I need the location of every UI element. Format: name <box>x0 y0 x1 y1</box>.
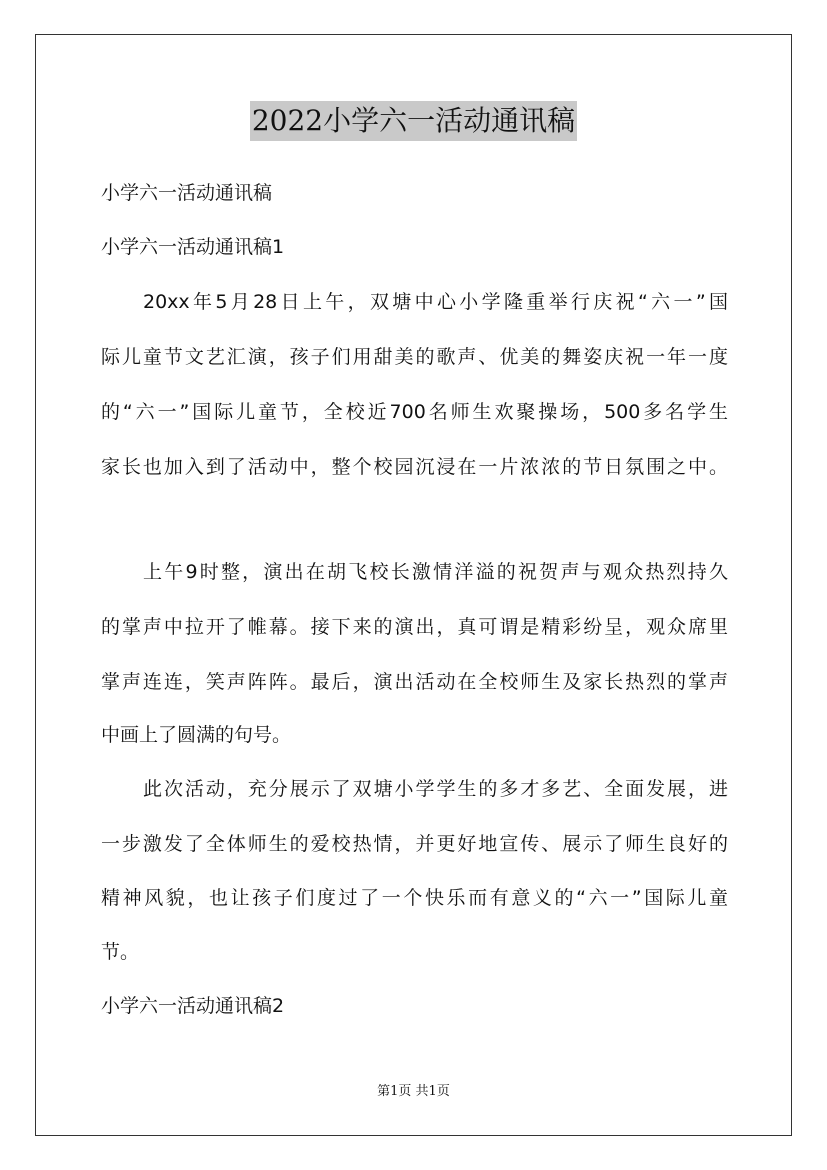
paragraph-3-line-2: 一步激发了全体师生的爱校热情，并更好地宣传、展示了师生良好的 <box>101 833 728 855</box>
section-heading-1: 小学六一活动通讯稿1 <box>101 236 285 258</box>
paragraph-3-line-1: 此次活动，充分展示了双塘小学学生的多才多艺、全面发展，进 <box>143 778 728 800</box>
paragraph-3-line-3: 精神风貌，也让孩子们度过了一个快乐而有意义的“六一”国际儿童 <box>101 887 728 909</box>
paragraph-2-line-3: 掌声连连，笑声阵阵。最后，演出活动在全校师生及家长热烈的掌声 <box>101 671 728 693</box>
document-title <box>0 100 827 141</box>
paragraph-2-line-2: 的掌声中拉开了帷幕。接下来的演出，真可谓是精彩纷呈，观众席里 <box>101 616 728 638</box>
paragraph-2-line-4: 中画上了圆满的句号。 <box>101 724 292 746</box>
document-title-text: 2022小学六一活动通讯稿 <box>250 101 577 141</box>
paragraph-2-line-1: 上午9时整，演出在胡飞校长激情洋溢的祝贺声与观众热烈持久 <box>143 561 728 583</box>
paragraph-3-line-4: 节。 <box>101 941 140 963</box>
paragraph-1-line-4: 家长也加入到了活动中，整个校园沉浸在一片浓浓的节日氛围之中。 <box>101 456 728 478</box>
paragraph-1-line-1: 20xx年5月28日上午，双塘中心小学隆重举行庆祝“六一”国 <box>143 291 728 313</box>
page-footer: 第1页 共1页 <box>377 1084 450 1099</box>
document-subtitle: 小学六一活动通讯稿 <box>101 182 273 204</box>
section-heading-2: 小学六一活动通讯稿2 <box>101 995 285 1017</box>
paragraph-1-line-3: 的“六一”国际儿童节，全校近700名师生欢聚操场，500多名学生 <box>101 401 728 423</box>
paragraph-1-line-2: 际儿童节文艺汇演，孩子们用甜美的歌声、优美的舞姿庆祝一年一度 <box>101 346 728 368</box>
